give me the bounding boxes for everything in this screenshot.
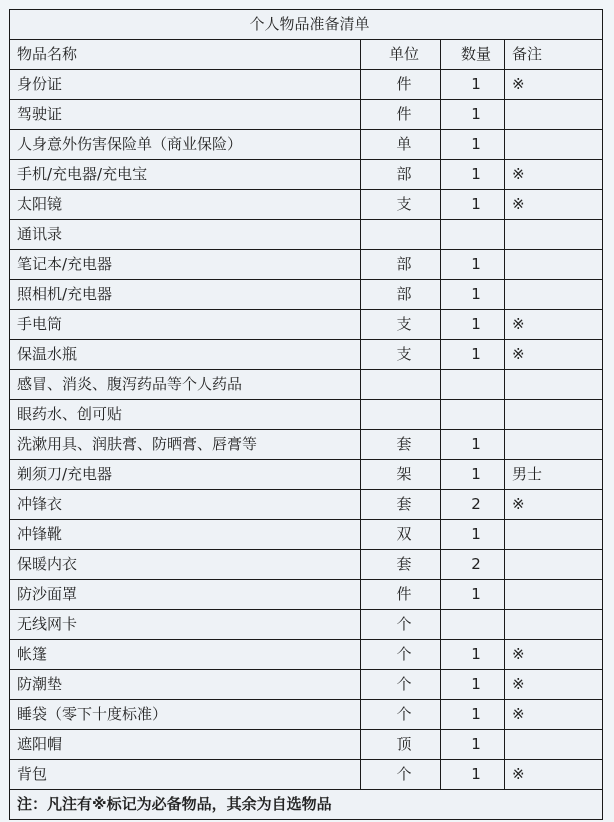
cell-remark (505, 220, 603, 250)
checklist-table (9, 9, 603, 820)
cell-remark (505, 280, 603, 310)
cell-remark: ※ (505, 70, 603, 100)
checklist-body (10, 10, 603, 820)
cell-remark (505, 580, 603, 610)
cell-remark (505, 730, 603, 760)
cell-remark (505, 370, 603, 400)
header-row (10, 40, 603, 70)
cell-qty: 1 (441, 580, 505, 610)
table-row (10, 760, 603, 790)
cell-qty: 1 (441, 430, 505, 460)
cell-unit: 单 (361, 130, 441, 160)
cell-remark (505, 250, 603, 280)
table-row (10, 670, 603, 700)
table-title: 个人物品准备清单 (10, 10, 603, 40)
cell-unit: 架 (361, 460, 441, 490)
cell-unit: 套 (361, 550, 441, 580)
cell-qty: 1 (441, 700, 505, 730)
cell-name: 手电筒 (10, 310, 361, 340)
footnote-row (10, 790, 603, 820)
cell-remark: ※ (505, 760, 603, 790)
cell-unit: 双 (361, 520, 441, 550)
cell-unit: 件 (361, 100, 441, 130)
cell-remark (505, 100, 603, 130)
cell-qty: 1 (441, 310, 505, 340)
cell-remark (505, 430, 603, 460)
cell-remark: ※ (505, 490, 603, 520)
cell-remark: ※ (505, 310, 603, 340)
cell-name: 防沙面罩 (10, 580, 361, 610)
header-remark: 备注 (505, 40, 603, 70)
cell-remark: ※ (505, 670, 603, 700)
table-row (10, 730, 603, 760)
cell-qty (441, 610, 505, 640)
cell-name: 无线网卡 (10, 610, 361, 640)
cell-name: 太阳镜 (10, 190, 361, 220)
table-row (10, 190, 603, 220)
cell-name: 笔记本/充电器 (10, 250, 361, 280)
cell-remark (505, 130, 603, 160)
cell-qty: 1 (441, 760, 505, 790)
cell-unit (361, 370, 441, 400)
cell-qty: 1 (441, 460, 505, 490)
cell-name: 冲锋衣 (10, 490, 361, 520)
cell-remark: ※ (505, 160, 603, 190)
cell-unit (361, 220, 441, 250)
cell-unit: 件 (361, 70, 441, 100)
table-row (10, 130, 603, 160)
cell-name: 眼药水、创可贴 (10, 400, 361, 430)
cell-name: 冲锋靴 (10, 520, 361, 550)
cell-qty (441, 220, 505, 250)
cell-qty: 1 (441, 130, 505, 160)
cell-qty: 1 (441, 520, 505, 550)
cell-unit: 套 (361, 490, 441, 520)
cell-name: 通讯录 (10, 220, 361, 250)
cell-qty: 1 (441, 670, 505, 700)
cell-remark: ※ (505, 700, 603, 730)
cell-unit: 个 (361, 700, 441, 730)
table-row (10, 340, 603, 370)
cell-unit: 个 (361, 760, 441, 790)
cell-qty: 1 (441, 70, 505, 100)
cell-remark (505, 400, 603, 430)
table-row (10, 610, 603, 640)
cell-qty: 1 (441, 280, 505, 310)
table-row (10, 460, 603, 490)
table-row (10, 550, 603, 580)
cell-remark: 男士 (505, 460, 603, 490)
table-row (10, 490, 603, 520)
cell-qty: 2 (441, 550, 505, 580)
cell-qty: 1 (441, 640, 505, 670)
cell-name: 驾驶证 (10, 100, 361, 130)
table-row (10, 70, 603, 100)
table-row (10, 160, 603, 190)
cell-unit: 支 (361, 190, 441, 220)
cell-unit: 支 (361, 340, 441, 370)
cell-unit: 支 (361, 310, 441, 340)
cell-name: 保温水瓶 (10, 340, 361, 370)
table-row (10, 580, 603, 610)
cell-name: 遮阳帽 (10, 730, 361, 760)
table-row (10, 250, 603, 280)
cell-qty: 1 (441, 340, 505, 370)
header-name: 物品名称 (10, 40, 361, 70)
cell-unit: 个 (361, 640, 441, 670)
cell-unit: 部 (361, 160, 441, 190)
cell-remark: ※ (505, 190, 603, 220)
table-row (10, 700, 603, 730)
cell-name: 手机/充电器/充电宝 (10, 160, 361, 190)
cell-name: 洗漱用具、润肤膏、防晒膏、唇膏等 (10, 430, 361, 460)
cell-name: 保暖内衣 (10, 550, 361, 580)
cell-unit: 部 (361, 280, 441, 310)
cell-unit: 个 (361, 610, 441, 640)
table-row (10, 370, 603, 400)
cell-unit: 套 (361, 430, 441, 460)
cell-unit: 顶 (361, 730, 441, 760)
cell-qty (441, 400, 505, 430)
cell-name: 背包 (10, 760, 361, 790)
title-row (10, 10, 603, 40)
cell-qty: 1 (441, 100, 505, 130)
cell-unit: 个 (361, 670, 441, 700)
table-row (10, 520, 603, 550)
cell-name: 剃须刀/充电器 (10, 460, 361, 490)
cell-remark (505, 610, 603, 640)
cell-name: 睡袋（零下十度标准） (10, 700, 361, 730)
cell-name: 感冒、消炎、腹泻药品等个人药品 (10, 370, 361, 400)
cell-name: 防潮垫 (10, 670, 361, 700)
cell-unit (361, 400, 441, 430)
cell-unit: 件 (361, 580, 441, 610)
cell-name: 人身意外伤害保险单（商业保险） (10, 130, 361, 160)
table-row (10, 220, 603, 250)
cell-qty: 1 (441, 160, 505, 190)
cell-qty: 1 (441, 250, 505, 280)
table-row (10, 400, 603, 430)
cell-name: 照相机/充电器 (10, 280, 361, 310)
cell-qty: 2 (441, 490, 505, 520)
header-qty: 数量 (441, 40, 505, 70)
cell-qty: 1 (441, 730, 505, 760)
table-row (10, 430, 603, 460)
table-row (10, 100, 603, 130)
cell-qty: 1 (441, 190, 505, 220)
cell-name: 身份证 (10, 70, 361, 100)
table-row (10, 640, 603, 670)
header-unit: 单位 (361, 40, 441, 70)
cell-name: 帐篷 (10, 640, 361, 670)
cell-remark: ※ (505, 340, 603, 370)
footnote: 注：凡注有※标记为必备物品，其余为自选物品 (10, 790, 603, 820)
cell-remark (505, 550, 603, 580)
cell-remark: ※ (505, 640, 603, 670)
cell-qty (441, 370, 505, 400)
table-row (10, 280, 603, 310)
table-row (10, 310, 603, 340)
cell-unit: 部 (361, 250, 441, 280)
cell-remark (505, 520, 603, 550)
